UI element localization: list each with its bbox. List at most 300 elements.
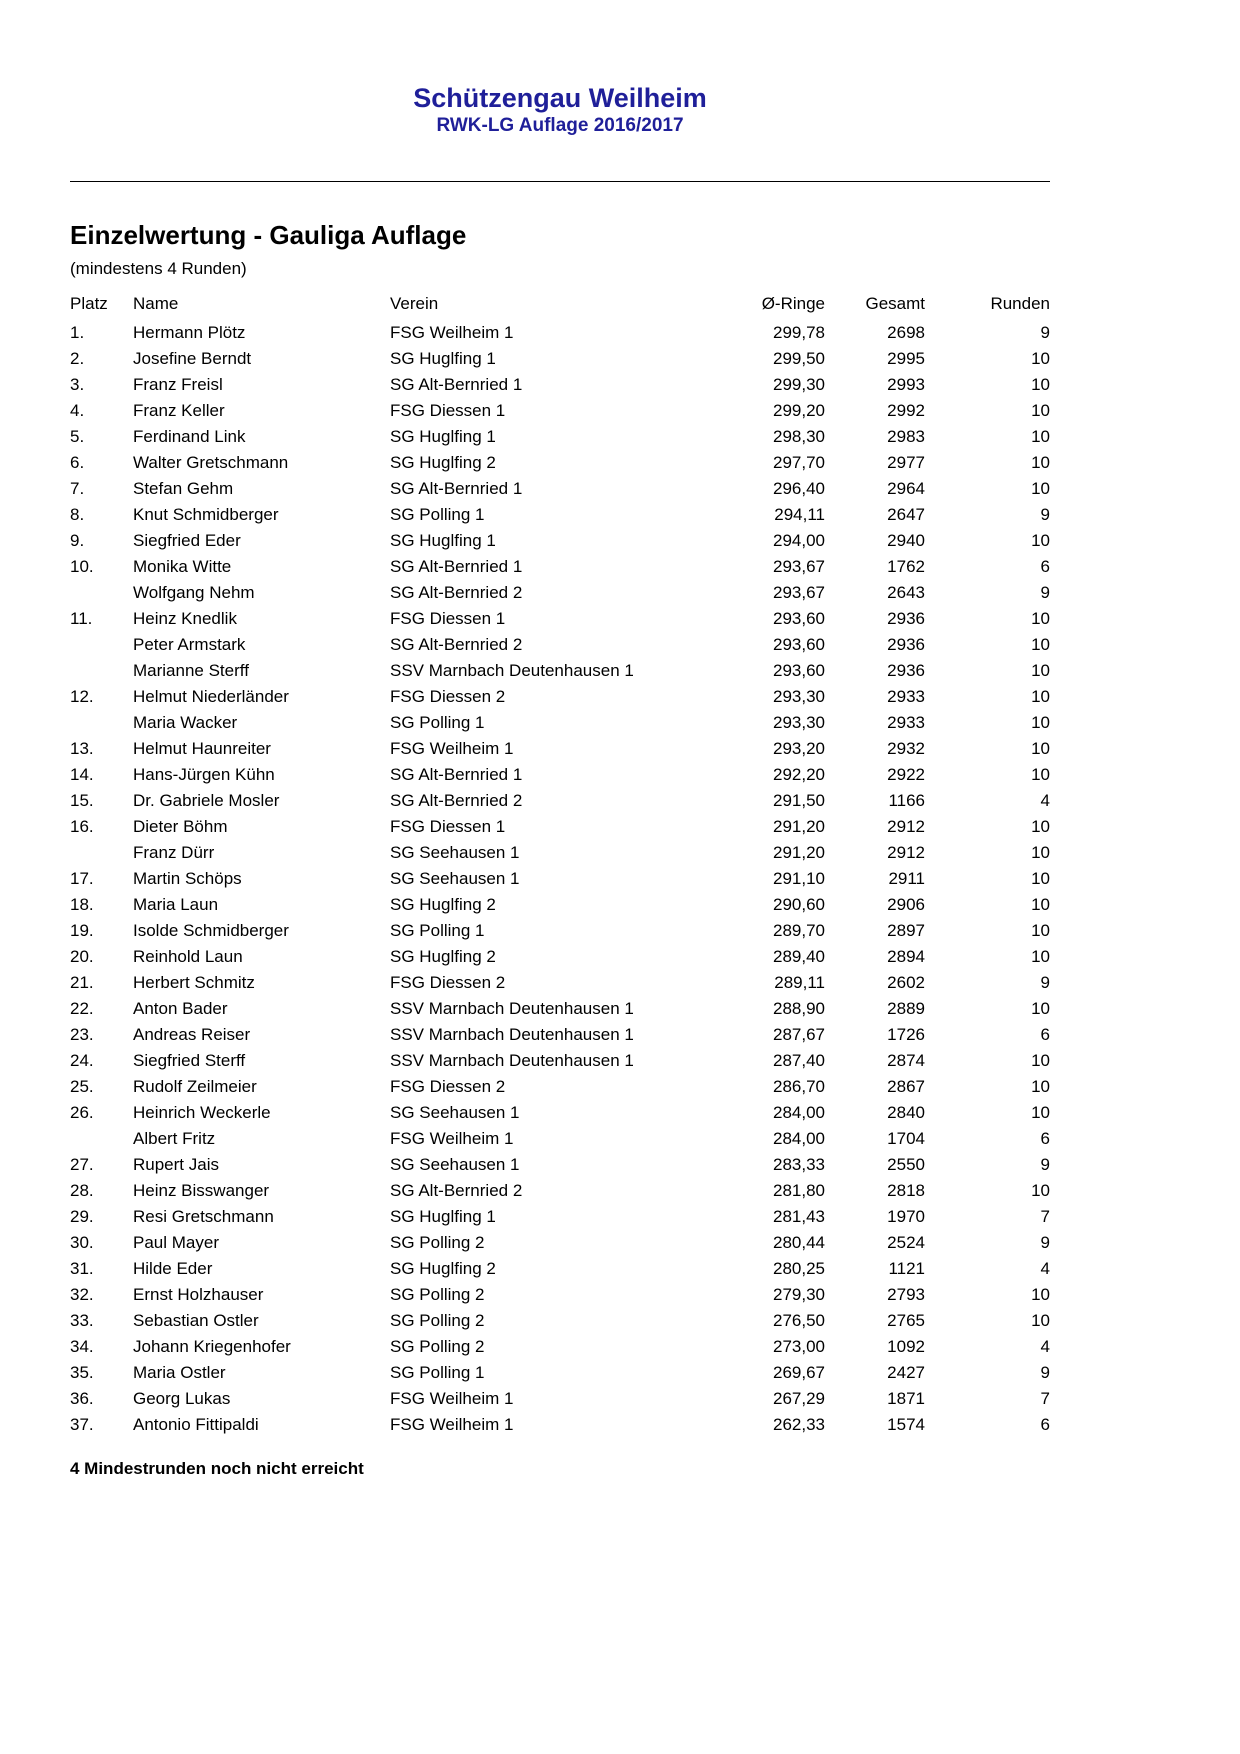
cell-platz: 22.	[70, 999, 94, 1018]
cell-runden: 4	[1040, 1259, 1050, 1278]
cell-platz: 25.	[70, 1077, 94, 1096]
cell-verein: FSG Weilheim 1	[390, 1415, 514, 1434]
table-row	[70, 1334, 1050, 1360]
cell-gesamt: 2889	[887, 999, 925, 1018]
cell-verein: SG Alt-Bernried 1	[390, 557, 523, 576]
cell-name: Peter Armstark	[133, 635, 246, 654]
table-row	[70, 1100, 1050, 1126]
cell-verein: SSV Marnbach Deutenhausen 1	[390, 1051, 634, 1070]
cell-platz: 29.	[70, 1207, 94, 1226]
cell-verein: SG Huglfing 1	[390, 1207, 496, 1226]
cell-gesamt: 2874	[887, 1051, 925, 1070]
cell-name: Monika Witte	[133, 557, 232, 576]
cell-name: Heinz Bisswanger	[133, 1181, 270, 1200]
cell-platz: 4.	[70, 401, 85, 420]
cell-ringe: 279,30	[773, 1285, 825, 1304]
cell-verein: SG Alt-Bernried 2	[390, 583, 523, 602]
table-row	[70, 320, 1050, 346]
cell-runden: 6	[1040, 557, 1050, 576]
cell-runden: 6	[1040, 1415, 1050, 1434]
cell-name: Georg Lukas	[133, 1389, 231, 1408]
cell-gesamt: 2995	[887, 349, 925, 368]
cell-ringe: 287,67	[773, 1025, 825, 1044]
cell-platz: 30.	[70, 1233, 94, 1252]
table-row	[70, 996, 1050, 1022]
table-row	[70, 502, 1050, 528]
cell-verein: SG Polling 2	[390, 1285, 485, 1304]
cell-name: Josefine Berndt	[133, 349, 252, 368]
cell-gesamt: 2922	[887, 765, 925, 784]
cell-gesamt: 1574	[887, 1415, 925, 1434]
cell-gesamt: 2602	[887, 973, 925, 992]
cell-name: Ferdinand Link	[133, 427, 246, 446]
cell-gesamt: 1871	[887, 1389, 925, 1408]
cell-gesamt: 1704	[887, 1129, 925, 1148]
cell-ringe: 291,20	[773, 843, 825, 862]
cell-platz: 19.	[70, 921, 94, 940]
cell-name: Johann Kriegenhofer	[133, 1337, 291, 1356]
page-title: Schützengau Weilheim	[413, 83, 707, 113]
cell-verein: SG Alt-Bernried 1	[390, 479, 523, 498]
cell-verein: SG Seehausen 1	[390, 1155, 520, 1174]
cell-runden: 10	[1031, 1051, 1050, 1070]
cell-gesamt: 2793	[887, 1285, 925, 1304]
cell-ringe: 299,78	[773, 323, 825, 342]
cell-runden: 10	[1031, 479, 1050, 498]
table-row	[70, 840, 1050, 866]
table-row	[70, 346, 1050, 372]
cell-gesamt: 2936	[887, 609, 925, 628]
cell-gesamt: 1970	[887, 1207, 925, 1226]
cell-verein: FSG Weilheim 1	[390, 739, 514, 758]
cell-ringe: 293,20	[773, 739, 825, 758]
cell-runden: 10	[1031, 609, 1050, 628]
cell-runden: 10	[1031, 1077, 1050, 1096]
footnote: 4 Mindestrunden noch nicht erreicht	[70, 1459, 364, 1478]
document-header	[70, 82, 1050, 138]
cell-ringe: 287,40	[773, 1051, 825, 1070]
table-row	[70, 1048, 1050, 1074]
cell-gesamt: 2932	[887, 739, 925, 758]
table-row	[70, 1308, 1050, 1334]
cell-gesamt: 1092	[887, 1337, 925, 1356]
cell-gesamt: 2911	[888, 869, 925, 888]
cell-name: Resi Gretschmann	[133, 1207, 274, 1226]
cell-ringe: 294,00	[773, 531, 825, 550]
table-row	[70, 944, 1050, 970]
cell-gesamt: 1726	[887, 1025, 925, 1044]
table-row	[70, 1282, 1050, 1308]
cell-ringe: 283,33	[773, 1155, 825, 1174]
cell-runden: 6	[1040, 1025, 1050, 1044]
cell-name: Heinz Knedlik	[133, 609, 237, 628]
cell-verein: SG Polling 2	[390, 1233, 485, 1252]
cell-ringe: 280,44	[773, 1233, 825, 1252]
cell-verein: SG Alt-Bernried 1	[390, 765, 523, 784]
header-divider	[70, 181, 1050, 182]
cell-verein: SG Seehausen 1	[390, 843, 520, 862]
cell-gesamt: 1121	[888, 1259, 925, 1278]
cell-ringe: 297,70	[773, 453, 825, 472]
cell-verein: FSG Weilheim 1	[390, 1389, 514, 1408]
cell-gesamt: 2698	[887, 323, 925, 342]
cell-ringe: 289,11	[774, 973, 825, 992]
cell-gesamt: 2936	[887, 661, 925, 680]
cell-verein: SG Alt-Bernried 1	[390, 375, 523, 394]
cell-runden: 10	[1031, 817, 1050, 836]
table-body	[70, 320, 1050, 1438]
cell-ringe: 299,20	[773, 401, 825, 420]
cell-verein: SG Polling 1	[390, 713, 485, 732]
table-row	[70, 658, 1050, 684]
cell-platz: 6.	[70, 453, 85, 472]
cell-platz: 7.	[70, 479, 85, 498]
cell-runden: 4	[1040, 791, 1050, 810]
column-header-verein: Verein	[390, 294, 439, 313]
cell-platz: 15.	[70, 791, 94, 810]
cell-verein: SG Huglfing 1	[390, 531, 496, 550]
cell-platz: 14.	[70, 765, 94, 784]
table-row	[70, 970, 1050, 996]
cell-runden: 6	[1040, 1129, 1050, 1148]
cell-ringe: 293,30	[773, 713, 825, 732]
cell-name: Paul Mayer	[133, 1233, 219, 1252]
cell-verein: FSG Diessen 1	[390, 401, 506, 420]
cell-platz	[70, 580, 133, 606]
cell-ringe: 284,00	[773, 1129, 825, 1148]
cell-verein: FSG Diessen 1	[390, 817, 506, 836]
cell-verein: FSG Diessen 2	[390, 973, 506, 992]
cell-runden: 10	[1031, 635, 1050, 654]
cell-name: Walter Gretschmann	[133, 453, 289, 472]
cell-runden: 10	[1031, 843, 1050, 862]
cell-name: Albert Fritz	[133, 1129, 216, 1148]
table-row	[70, 1074, 1050, 1100]
cell-platz	[70, 632, 133, 658]
cell-gesamt: 2983	[887, 427, 925, 446]
cell-name: Dieter Böhm	[133, 817, 228, 836]
cell-platz: 20.	[70, 947, 94, 966]
cell-ringe: 293,60	[773, 635, 825, 654]
cell-name: Hilde Eder	[133, 1259, 213, 1278]
cell-platz: 32.	[70, 1285, 94, 1304]
cell-ringe: 293,60	[773, 661, 825, 680]
cell-gesamt: 2912	[887, 817, 925, 836]
cell-verein: SG Alt-Bernried 2	[390, 791, 523, 810]
cell-verein: SG Huglfing 2	[390, 947, 496, 966]
cell-gesamt: 2897	[887, 921, 925, 940]
cell-gesamt: 2933	[887, 687, 925, 706]
cell-runden: 9	[1040, 973, 1050, 992]
cell-gesamt: 2993	[887, 375, 925, 394]
cell-name: Wolfgang Nehm	[133, 583, 255, 602]
cell-ringe: 284,00	[773, 1103, 825, 1122]
cell-name: Siegfried Sterff	[133, 1051, 246, 1070]
cell-runden: 4	[1040, 1337, 1050, 1356]
cell-ringe: 288,90	[773, 999, 825, 1018]
cell-name: Stefan Gehm	[133, 479, 234, 498]
table-header-row	[70, 291, 1050, 317]
cell-verein: SG Alt-Bernried 2	[390, 635, 523, 654]
cell-platz: 21.	[70, 973, 94, 992]
table-row	[70, 606, 1050, 632]
table-row	[70, 476, 1050, 502]
cell-runden: 10	[1031, 895, 1050, 914]
cell-ringe: 286,70	[773, 1077, 825, 1096]
cell-name: Helmut Niederländer	[133, 687, 289, 706]
cell-ringe: 293,67	[773, 583, 825, 602]
table-row	[70, 1178, 1050, 1204]
cell-platz: 31.	[70, 1259, 94, 1278]
cell-platz: 3.	[70, 375, 85, 394]
column-header-gesamt: Gesamt	[865, 294, 925, 313]
cell-runden: 10	[1031, 1311, 1050, 1330]
cell-name: Isolde Schmidberger	[133, 921, 289, 940]
cell-verein: SG Polling 2	[390, 1311, 485, 1330]
column-header-name: Name	[133, 294, 179, 313]
cell-gesamt: 2550	[887, 1155, 925, 1174]
cell-platz	[70, 1126, 133, 1152]
cell-ringe: 281,80	[773, 1181, 825, 1200]
cell-ringe: 294,11	[774, 505, 825, 524]
cell-runden: 10	[1031, 531, 1050, 550]
cell-runden: 9	[1040, 1233, 1050, 1252]
cell-name: Hans-Jürgen Kühn	[133, 765, 275, 784]
cell-ringe: 293,67	[773, 557, 825, 576]
cell-name: Martin Schöps	[133, 869, 242, 888]
table-row	[70, 814, 1050, 840]
table-row	[70, 918, 1050, 944]
cell-verein: SG Alt-Bernried 2	[390, 1181, 523, 1200]
cell-ringe: 293,60	[773, 609, 825, 628]
column-header-platz: Platz	[70, 294, 108, 313]
table-row	[70, 710, 1050, 736]
cell-runden: 10	[1031, 427, 1050, 446]
cell-verein: SG Huglfing 1	[390, 427, 496, 446]
cell-gesamt: 2524	[887, 1233, 925, 1252]
cell-name: Siegfried Eder	[133, 531, 241, 550]
table-row	[70, 1022, 1050, 1048]
table-row	[70, 372, 1050, 398]
table-row	[70, 1360, 1050, 1386]
cell-name: Franz Dürr	[133, 843, 215, 862]
table-row	[70, 632, 1050, 658]
cell-ringe: 293,30	[773, 687, 825, 706]
table-row	[70, 788, 1050, 814]
cell-gesamt: 2933	[887, 713, 925, 732]
cell-platz: 35.	[70, 1363, 94, 1382]
cell-runden: 9	[1040, 583, 1050, 602]
cell-platz: 12.	[70, 687, 94, 706]
cell-runden: 10	[1031, 401, 1050, 420]
cell-runden: 9	[1040, 1155, 1050, 1174]
cell-platz: 13.	[70, 739, 94, 758]
cell-ringe: 298,30	[773, 427, 825, 446]
table-row	[70, 1204, 1050, 1230]
cell-runden: 7	[1040, 1207, 1050, 1226]
cell-verein: SG Polling 1	[390, 1363, 485, 1382]
cell-verein: FSG Diessen 2	[390, 687, 506, 706]
cell-platz: 2.	[70, 349, 85, 368]
cell-platz: 24.	[70, 1051, 94, 1070]
cell-runden: 10	[1031, 1103, 1050, 1122]
cell-platz: 9.	[70, 531, 85, 550]
table-row	[70, 762, 1050, 788]
cell-verein: FSG Diessen 2	[390, 1077, 506, 1096]
cell-gesamt: 2765	[887, 1311, 925, 1330]
section-heading: Einzelwertung - Gauliga Auflage	[70, 220, 467, 250]
cell-runden: 10	[1031, 869, 1050, 888]
cell-ringe: 267,29	[773, 1389, 825, 1408]
cell-name: Dr. Gabriele Mosler	[133, 791, 280, 810]
cell-platz: 36.	[70, 1389, 94, 1408]
cell-verein: SSV Marnbach Deutenhausen 1	[390, 999, 634, 1018]
cell-gesamt: 2894	[887, 947, 925, 966]
cell-platz: 37.	[70, 1415, 94, 1434]
cell-platz: 10.	[70, 557, 94, 576]
cell-runden: 10	[1031, 999, 1050, 1018]
cell-gesamt: 2940	[887, 531, 925, 550]
cell-ringe: 273,00	[773, 1337, 825, 1356]
cell-platz	[70, 840, 133, 866]
cell-ringe: 291,20	[773, 817, 825, 836]
cell-gesamt: 2643	[887, 583, 925, 602]
cell-name: Rudolf Zeilmeier	[133, 1077, 257, 1096]
cell-verein: SG Polling 1	[390, 505, 485, 524]
cell-name: Herbert Schmitz	[133, 973, 255, 992]
cell-ringe: 292,20	[773, 765, 825, 784]
table-row	[70, 580, 1050, 606]
cell-ringe: 291,10	[773, 869, 825, 888]
cell-verein: FSG Weilheim 1	[390, 1129, 514, 1148]
cell-runden: 10	[1031, 739, 1050, 758]
cell-verein: SG Huglfing 2	[390, 453, 496, 472]
cell-verein: SG Seehausen 1	[390, 869, 520, 888]
cell-verein: FSG Diessen 1	[390, 609, 506, 628]
cell-ringe: 281,43	[773, 1207, 825, 1226]
cell-platz: 18.	[70, 895, 94, 914]
cell-runden: 10	[1031, 687, 1050, 706]
cell-name: Andreas Reiser	[133, 1025, 251, 1044]
cell-gesamt: 2840	[887, 1103, 925, 1122]
cell-ringe: 296,40	[773, 479, 825, 498]
cell-runden: 10	[1031, 765, 1050, 784]
cell-verein: SSV Marnbach Deutenhausen 1	[390, 1025, 634, 1044]
cell-ringe: 289,40	[773, 947, 825, 966]
cell-name: Helmut Haunreiter	[133, 739, 271, 758]
cell-name: Heinrich Weckerle	[133, 1103, 271, 1122]
column-header-runden: Runden	[990, 294, 1050, 313]
cell-verein: SG Huglfing 2	[390, 895, 496, 914]
cell-gesamt: 2992	[887, 401, 925, 420]
cell-name: Knut Schmidberger	[133, 505, 279, 524]
cell-platz: 1.	[70, 323, 85, 342]
cell-verein: SG Huglfing 1	[390, 349, 496, 368]
table-row	[70, 1152, 1050, 1178]
cell-ringe: 299,50	[773, 349, 825, 368]
cell-verein: SG Polling 2	[390, 1337, 485, 1356]
cell-gesamt: 2647	[887, 505, 925, 524]
cell-verein: SG Seehausen 1	[390, 1103, 520, 1122]
table-row	[70, 1230, 1050, 1256]
cell-name: Marianne Sterff	[133, 661, 249, 680]
cell-verein: SSV Marnbach Deutenhausen 1	[390, 661, 634, 680]
column-header-ringe: Ø-Ringe	[761, 294, 825, 313]
cell-runden: 9	[1040, 505, 1050, 524]
table-row	[70, 1126, 1050, 1152]
cell-name: Ernst Holzhauser	[133, 1285, 264, 1304]
cell-runden: 10	[1031, 947, 1050, 966]
cell-name: Antonio Fittipaldi	[133, 1415, 259, 1434]
cell-gesamt: 2818	[887, 1181, 925, 1200]
cell-platz: 23.	[70, 1025, 94, 1044]
cell-runden: 10	[1031, 921, 1050, 940]
cell-gesamt: 1762	[887, 557, 925, 576]
cell-platz: 17.	[70, 869, 94, 888]
cell-platz: 28.	[70, 1181, 94, 1200]
cell-name: Franz Freisl	[133, 375, 223, 394]
cell-runden: 10	[1031, 375, 1050, 394]
table-row	[70, 424, 1050, 450]
cell-name: Maria Laun	[133, 895, 219, 914]
cell-name: Maria Ostler	[133, 1363, 226, 1382]
table-row	[70, 1386, 1050, 1412]
cell-gesamt: 2936	[887, 635, 925, 654]
cell-runden: 10	[1031, 453, 1050, 472]
table-row	[70, 528, 1050, 554]
cell-platz	[70, 658, 133, 684]
cell-gesamt: 2912	[887, 843, 925, 862]
cell-platz: 8.	[70, 505, 85, 524]
cell-platz: 5.	[70, 427, 85, 446]
cell-runden: 9	[1040, 1363, 1050, 1382]
table-row	[70, 554, 1050, 580]
cell-gesamt: 2906	[887, 895, 925, 914]
cell-gesamt: 2427	[887, 1363, 925, 1382]
cell-platz	[70, 710, 133, 736]
cell-gesamt: 2867	[887, 1077, 925, 1096]
table-row	[70, 684, 1050, 710]
cell-runden: 7	[1040, 1389, 1050, 1408]
section-subheading: (mindestens 4 Runden)	[70, 259, 247, 278]
cell-name: Hermann Plötz	[133, 323, 246, 342]
cell-runden: 10	[1031, 349, 1050, 368]
cell-runden: 10	[1031, 1285, 1050, 1304]
cell-ringe: 276,50	[773, 1311, 825, 1330]
cell-platz: 27.	[70, 1155, 94, 1174]
cell-runden: 9	[1040, 323, 1050, 342]
cell-verein: FSG Weilheim 1	[390, 323, 514, 342]
table-row	[70, 866, 1050, 892]
cell-runden: 10	[1031, 1181, 1050, 1200]
page-subtitle: RWK-LG Auflage 2016/2017	[436, 115, 684, 136]
cell-platz: 11.	[70, 609, 93, 628]
cell-ringe: 299,30	[773, 375, 825, 394]
cell-platz: 26.	[70, 1103, 94, 1122]
cell-name: Sebastian Ostler	[133, 1311, 259, 1330]
cell-ringe: 269,67	[773, 1363, 825, 1382]
cell-platz: 16.	[70, 817, 94, 836]
cell-verein: SG Polling 1	[390, 921, 485, 940]
cell-name: Franz Keller	[133, 401, 225, 420]
cell-ringe: 262,33	[773, 1415, 825, 1434]
table-row	[70, 398, 1050, 424]
cell-ringe: 291,50	[773, 791, 825, 810]
cell-runden: 10	[1031, 713, 1050, 732]
table-row	[70, 892, 1050, 918]
cell-name: Reinhold Laun	[133, 947, 243, 966]
table-row	[70, 1256, 1050, 1282]
